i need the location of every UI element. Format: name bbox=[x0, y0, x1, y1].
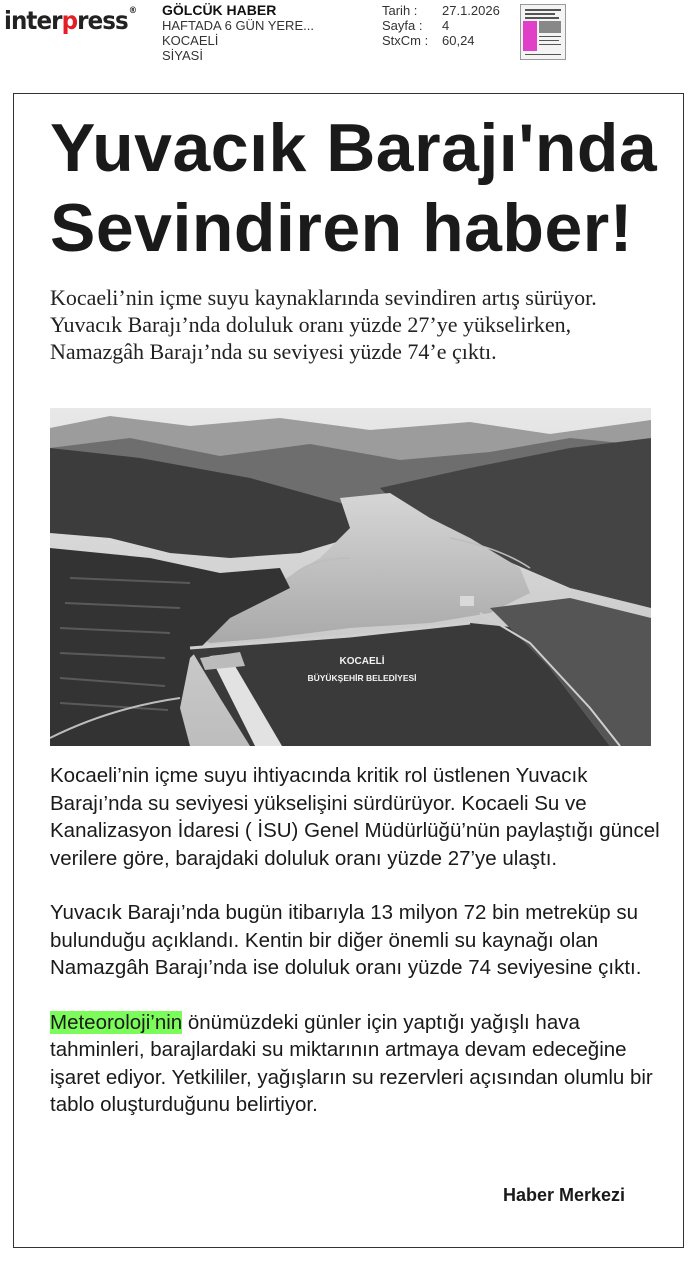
dam-lettering-line1: KOCAELİ bbox=[339, 656, 385, 667]
article-paragraph-2: Yuvacık Barajı’nda bugün itibarıyla 13 milyon 72 bin metreküp su bulunduğu açıklandı. Kentin bir diğer önemli su kaynağı olan Namazgâh Barajı’nda ise doluluk oranı yüzde 74 seviyesine çıktı. bbox=[50, 901, 642, 979]
stxcm-value: 60,24 bbox=[442, 33, 475, 48]
page-value: 4 bbox=[442, 18, 450, 33]
highlighted-keyword: Meteoroloji’nin bbox=[50, 1010, 183, 1034]
dam-lettering-line2: BÜYÜKŞEHİR BELEDİYESİ bbox=[307, 673, 417, 683]
publication-frequency: HAFTADA 6 GÜN YERE... bbox=[162, 18, 314, 33]
publication-region: KOCAELİ bbox=[162, 33, 219, 48]
stxcm-label: StxCm : bbox=[382, 33, 429, 48]
date-label: Tarih : bbox=[382, 3, 418, 18]
article-paragraph-3: Meteoroloji’nin önümüzdeki günler için yaptığı yağışlı hava tahminleri, barajlardaki su miktarının artmaya devam edeceğine işaret ediyor. Yetkililer, yağışların su rezervleri açısından olumlu bir tablo oluşturduğunu belirtiyor. bbox=[50, 1010, 653, 1116]
dam-photo bbox=[50, 408, 651, 746]
publication-name: GÖLCÜK HABER bbox=[162, 2, 277, 18]
article-body bbox=[50, 762, 660, 1146]
publication-category: SİYASİ bbox=[162, 48, 203, 63]
article-paragraph-1: Kocaeli’nin içme suyu ihtiyacında kritik rol üstlenen Yuvacık Barajı’nda su seviyesi yükselişini sürdürüyor. Kocaeli Su ve Kanalizasyon İdaresi ( İSU) Genel Müdürlüğü’nün paylaştığı güncel verilere göre, barajdaki doluluk oranı yüzde 27’ye ulaştı. bbox=[50, 764, 660, 870]
clipping-meta bbox=[382, 3, 500, 48]
page-thumbnail[interactable] bbox=[520, 4, 566, 60]
page-label: Sayfa : bbox=[382, 18, 423, 33]
date-value: 27.1.2026 bbox=[442, 3, 500, 18]
article-headline: Yuvacık Barajı'nda Sevindiren haber! bbox=[50, 110, 658, 266]
article-byline: Haber Merkezi bbox=[503, 1185, 626, 1205]
clipping-header bbox=[0, 0, 689, 70]
interpress-logo: interpress® bbox=[4, 6, 137, 35]
article-lead: Kocaeli’nin içme suyu kaynaklarında sevindiren artış sürüyor. Yuvacık Barajı’nda doluluk oranı yüzde 27’ye yükselirken, Namazgâh Barajı’nda su seviyesi yüzde 74’e çıktı. bbox=[50, 285, 597, 364]
publication-info bbox=[162, 3, 314, 63]
